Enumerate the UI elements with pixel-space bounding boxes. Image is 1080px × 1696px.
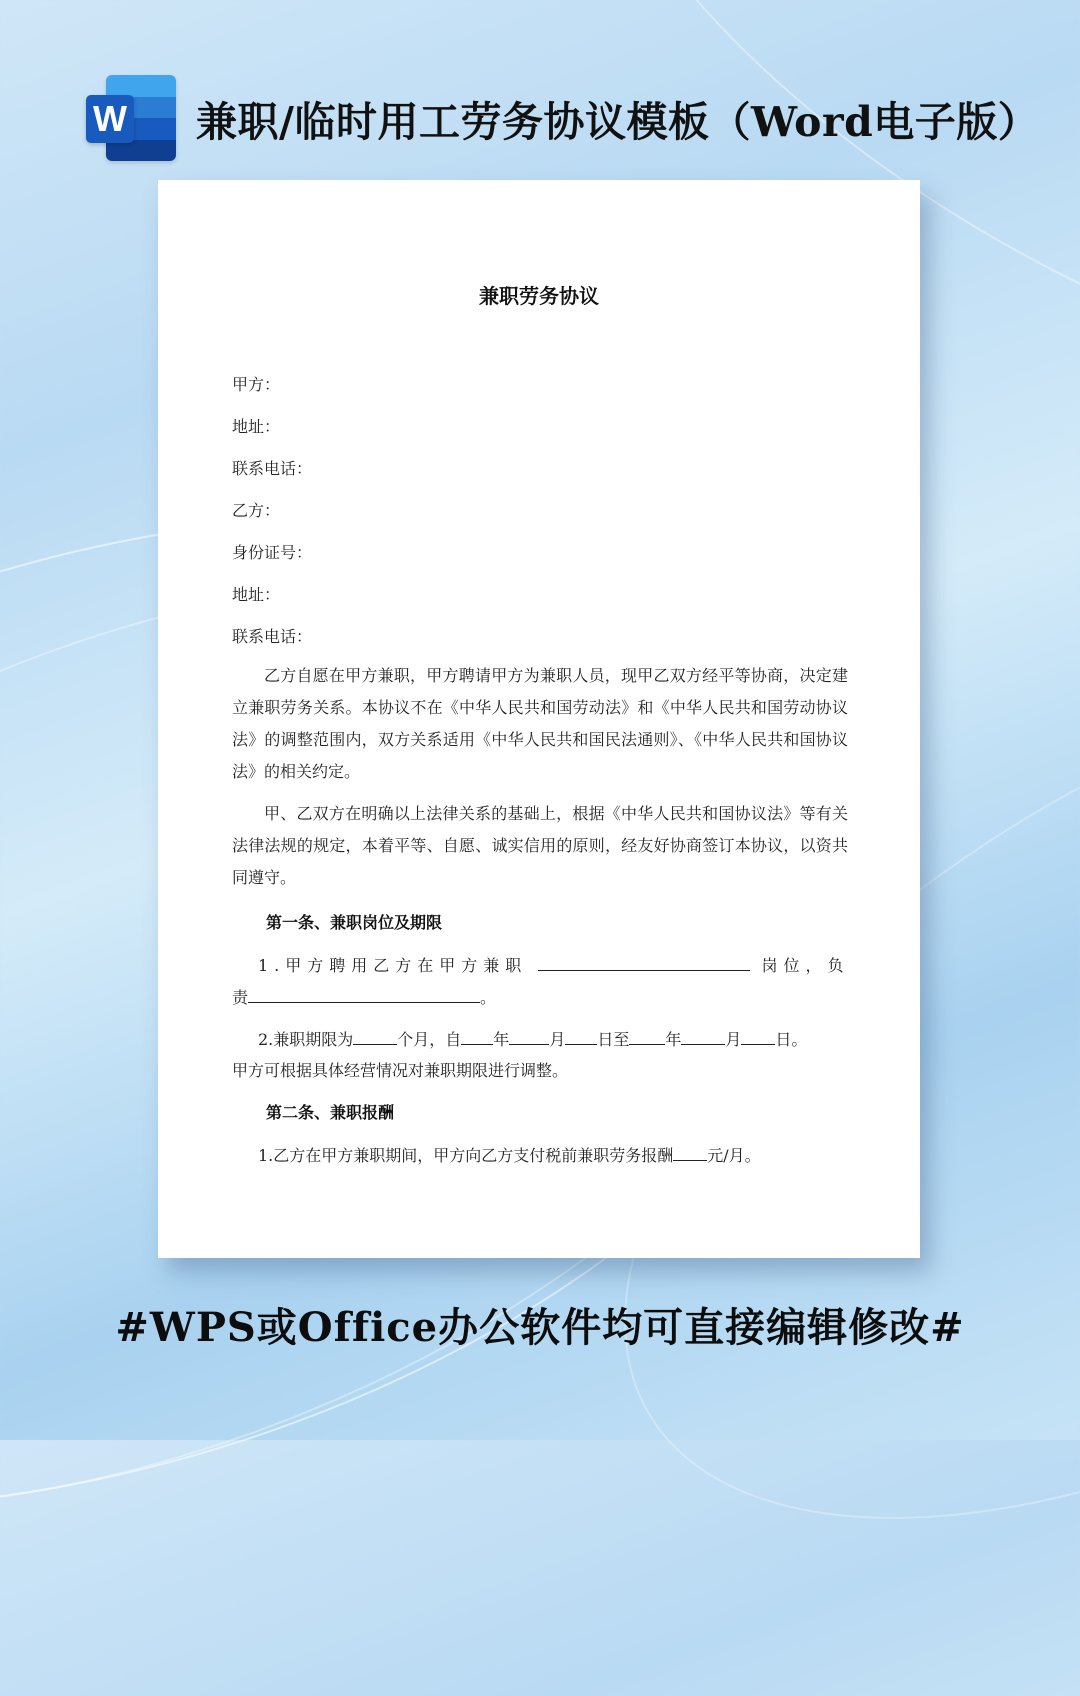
field-party-a: 甲方： xyxy=(232,375,281,394)
document-title: 兼职劳务协议 xyxy=(479,284,599,308)
document-page xyxy=(158,180,920,1258)
article-1-item-1: 1.甲方聘用乙方在甲方兼职 岗位，负 xyxy=(258,952,848,976)
article-1-item-2: 2.兼职期限为 个月，自 年 月 日至 年 月 日。 xyxy=(258,1026,874,1050)
field-address-b: 地址： xyxy=(232,585,281,604)
paragraph-intro: 乙方自愿在甲方兼职，甲方聘请甲方为兼职人员，现甲乙双方经平等协商，决定建立兼职劳务关系。本协议不在《中华人民共和国劳动法》和《中华人民共和国劳动协议法》的调整范围内，双方关系适用《中华人民共和国民法通则》、《中华人民共和国协议法》的相关约定。 xyxy=(232,666,848,781)
article-2-heading: 第二条、兼职报酬 xyxy=(266,1103,395,1122)
word-logo-letter: W xyxy=(86,95,134,143)
blank-salary xyxy=(673,1142,707,1161)
field-phone-a: 联系电话： xyxy=(232,459,313,478)
blank-duty xyxy=(248,984,480,1003)
header xyxy=(80,72,1039,164)
article-1-heading: 第一条、兼职岗位及期限 xyxy=(266,913,443,932)
field-phone-b: 联系电话： xyxy=(232,627,313,646)
word-logo-icon xyxy=(80,73,178,163)
paragraph-principles: 甲、乙双方在明确以上法律关系的基础上，根据《中华人民共和国协议法》等有关法律法规的规定，本着平等、自愿、诚实信用的原则，经友好协商签订本协议，以资共同遵守。 xyxy=(232,804,848,887)
blank-position xyxy=(538,952,750,971)
footer-caption: #WPS或Office办公软件均可直接编辑修改# xyxy=(115,1304,965,1351)
article-1-item-1-cont: 责 。 xyxy=(232,984,848,1008)
field-address-a: 地址： xyxy=(232,417,281,436)
article-1-item-2-cont: 甲方可根据具体经营情况对兼职期限进行调整。 xyxy=(232,1061,569,1080)
field-party-b: 乙方： xyxy=(232,501,281,520)
article-2-item-1: 1.乙方在甲方兼职期间，甲方向乙方支付税前兼职劳务报酬 元/月。 xyxy=(258,1142,874,1166)
field-id-number: 身份证号： xyxy=(232,543,313,562)
header-title: 兼职/临时用工劳务协议模板（Word电子版） xyxy=(196,97,1040,146)
